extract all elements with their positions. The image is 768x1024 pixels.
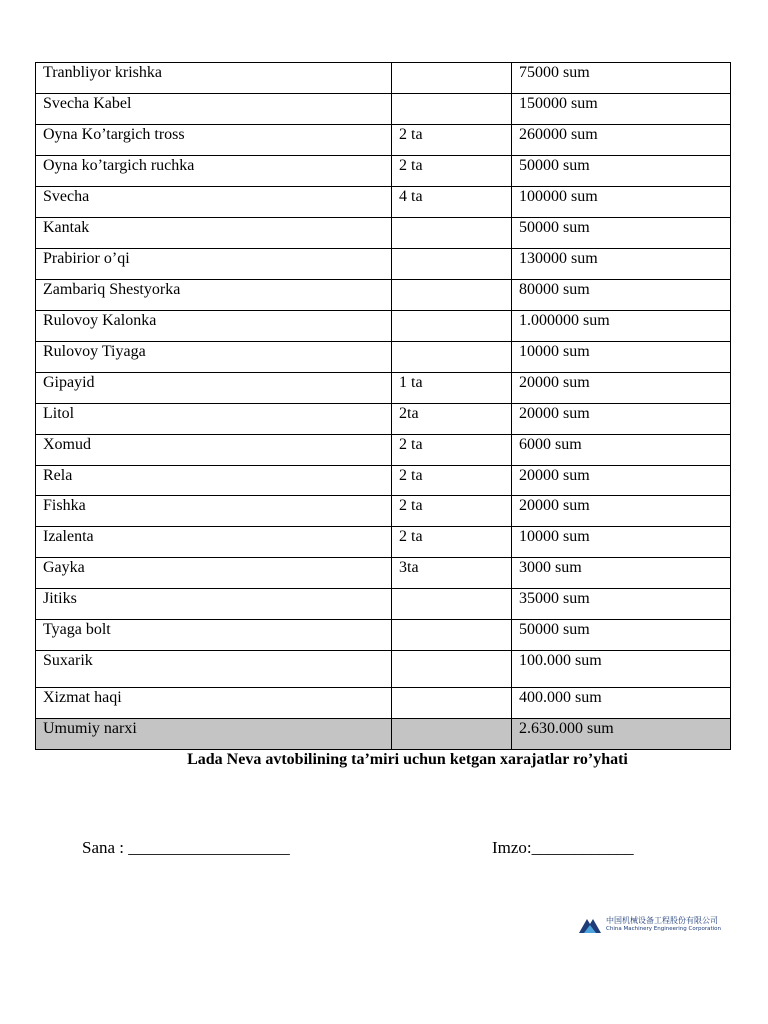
item-name-cell: Umumiy narxi: [36, 719, 392, 750]
price-cell: 80000 sum: [512, 280, 731, 311]
item-name-cell: Gayka: [36, 558, 392, 589]
price-cell: 75000 sum: [512, 63, 731, 94]
item-name-cell: Jitiks: [36, 589, 392, 620]
item-name-cell: Oyna Ko’targich tross: [36, 125, 392, 156]
item-name-cell: Oyna ko’targich ruchka: [36, 156, 392, 187]
table-row: [36, 94, 731, 125]
table-row: [36, 651, 731, 688]
price-cell: 20000 sum: [512, 496, 731, 527]
price-cell: 20000 sum: [512, 404, 731, 435]
quantity-cell: 3ta: [392, 558, 512, 589]
item-name-cell: Kantak: [36, 218, 392, 249]
item-name-cell: Rulovoy Tiyaga: [36, 342, 392, 373]
price-cell: 150000 sum: [512, 94, 731, 125]
price-cell: 1.000000 sum: [512, 311, 731, 342]
table-row: [36, 466, 731, 496]
item-name-cell: Litol: [36, 404, 392, 435]
item-name-cell: Xizmat haqi: [36, 688, 392, 719]
expenses-table-body: [36, 63, 731, 750]
quantity-cell: [392, 94, 512, 125]
table-row: [36, 496, 731, 527]
price-cell: 3000 sum: [512, 558, 731, 589]
quantity-cell: 2 ta: [392, 156, 512, 187]
item-name-cell: Suxarik: [36, 651, 392, 688]
item-name-cell: Svecha Kabel: [36, 94, 392, 125]
price-cell: 20000 sum: [512, 373, 731, 404]
quantity-cell: [392, 249, 512, 280]
item-name-cell: Prabirior o’qi: [36, 249, 392, 280]
quantity-cell: [392, 589, 512, 620]
quantity-cell: [392, 688, 512, 719]
price-cell: 50000 sum: [512, 156, 731, 187]
price-cell: 400.000 sum: [512, 688, 731, 719]
table-row: [36, 589, 731, 620]
table-row: [36, 527, 731, 558]
item-name-cell: Izalenta: [36, 527, 392, 558]
table-row: [36, 218, 731, 249]
quantity-cell: [392, 620, 512, 651]
quantity-cell: 4 ta: [392, 187, 512, 218]
price-cell: 100.000 sum: [512, 651, 731, 688]
table-row: [36, 249, 731, 280]
price-cell: 50000 sum: [512, 218, 731, 249]
item-name-cell: Fishka: [36, 496, 392, 527]
table-row: [36, 125, 731, 156]
signature-line: Imzo:____________: [492, 838, 634, 857]
price-cell: 130000 sum: [512, 249, 731, 280]
table-row: [36, 558, 731, 589]
table-row: [36, 156, 731, 187]
table-row: [36, 688, 731, 719]
company-logo: [578, 915, 721, 937]
price-cell: 10000 sum: [512, 527, 731, 558]
quantity-cell: 2 ta: [392, 527, 512, 558]
price-cell: 260000 sum: [512, 125, 731, 156]
price-cell: 10000 sum: [512, 342, 731, 373]
document-caption: Lada Neva avtobilining ta’miri uchun ketgan xarajatlar ro’yhati: [187, 751, 628, 768]
quantity-cell: 2 ta: [392, 466, 512, 496]
item-name-cell: Tyaga bolt: [36, 620, 392, 651]
price-cell: 2.630.000 sum: [512, 719, 731, 750]
quantity-cell: 2ta: [392, 404, 512, 435]
table-row: [36, 280, 731, 311]
logo-english-text: China Machinery Engineering Corporation: [606, 926, 721, 932]
quantity-cell: [392, 280, 512, 311]
table-row: [36, 311, 731, 342]
item-name-cell: Gipayid: [36, 373, 392, 404]
total-row: [36, 719, 731, 750]
quantity-cell: [392, 218, 512, 249]
quantity-cell: 1 ta: [392, 373, 512, 404]
table-row: [36, 342, 731, 373]
price-cell: 100000 sum: [512, 187, 731, 218]
quantity-cell: 2 ta: [392, 125, 512, 156]
table-row: [36, 435, 731, 466]
item-name-cell: Rela: [36, 466, 392, 496]
item-name-cell: Tranbliyor krishka: [36, 63, 392, 94]
price-cell: 20000 sum: [512, 466, 731, 496]
item-name-cell: Zambariq Shestyorka: [36, 280, 392, 311]
item-name-cell: Rulovoy Kalonka: [36, 311, 392, 342]
quantity-cell: [392, 651, 512, 688]
quantity-cell: 2 ta: [392, 435, 512, 466]
price-cell: 50000 sum: [512, 620, 731, 651]
item-name-cell: Xomud: [36, 435, 392, 466]
quantity-cell: [392, 719, 512, 750]
cmec-logo-icon: [578, 916, 602, 934]
price-cell: 35000 sum: [512, 589, 731, 620]
price-cell: 6000 sum: [512, 435, 731, 466]
quantity-cell: [392, 63, 512, 94]
table-row: [36, 620, 731, 651]
logo-chinese-text: 中国机械设备工程股份有限公司: [606, 916, 718, 925]
quantity-cell: [392, 342, 512, 373]
quantity-cell: 2 ta: [392, 496, 512, 527]
item-name-cell: Svecha: [36, 187, 392, 218]
date-signature-line: Sana : ___________________: [82, 838, 290, 857]
table-row: [36, 373, 731, 404]
expenses-table: [35, 62, 731, 750]
table-row: [36, 404, 731, 435]
table-row: [36, 187, 731, 218]
table-row: [36, 63, 731, 94]
quantity-cell: [392, 311, 512, 342]
